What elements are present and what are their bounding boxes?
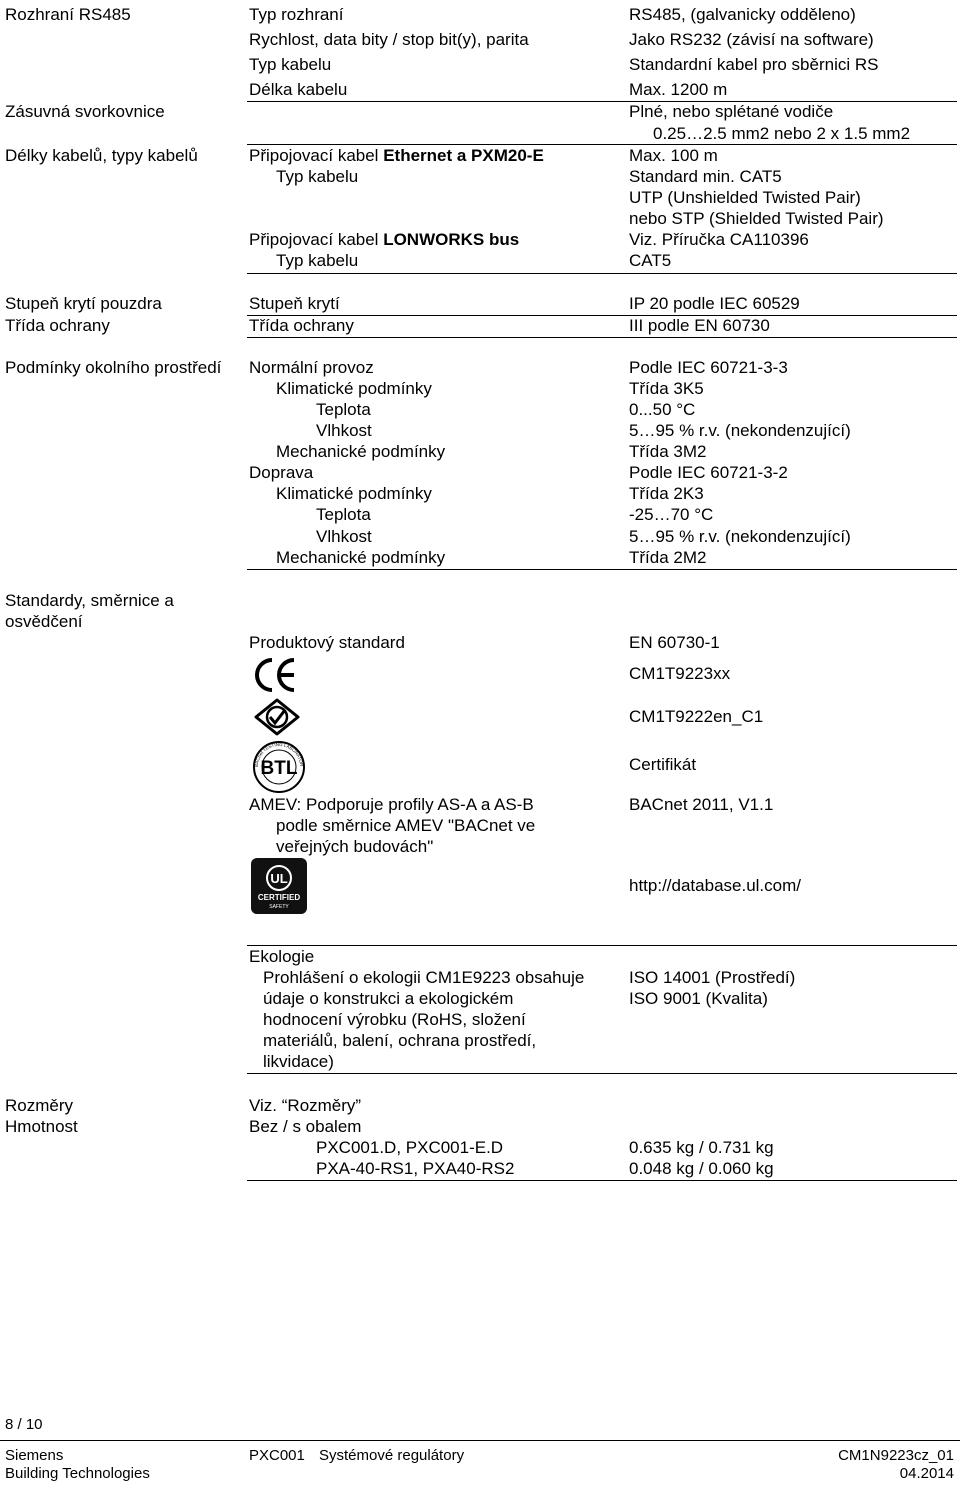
divider	[247, 337, 957, 338]
ecology-line-1: Prohlášení o ekologii CM1E9223 obsahuje	[263, 968, 585, 987]
divider	[247, 1180, 957, 1181]
dims-item-1: PXC001.D, PXC001-E.D	[316, 1138, 504, 1157]
ecology-line-2: údaje o konstrukci a ekologickém	[263, 989, 514, 1008]
section-label-dimensions: Rozměry	[5, 1096, 74, 1115]
divider	[247, 945, 957, 946]
env-t-humidity-value: 5…95 % r.v. (nekondenzující)	[629, 527, 851, 546]
dims-packaging: Bez / s obalem	[249, 1117, 362, 1136]
ul-logo-text: UL	[270, 871, 288, 886]
footer-company: Siemens	[5, 1447, 64, 1464]
env-normal-value: Podle IEC 60721-3-3	[629, 358, 788, 377]
env-transport-value: Podle IEC 60721-3-2	[629, 463, 788, 482]
rs485-type-label: Typ rozhraní	[249, 5, 344, 24]
lon-cable-label	[249, 230, 519, 250]
product-standard-value: EN 60730-1	[629, 633, 720, 652]
env-temp-value: 0...50 °C	[629, 400, 696, 419]
rs485-cable-value: Standardní kabel pro sběrnici RS	[629, 55, 879, 74]
env-climatic-label: Klimatické podmínky	[276, 379, 432, 398]
env-normal-label: Normální provoz	[249, 358, 374, 377]
section-label-environment: Podmínky okolního prostředí	[5, 358, 222, 377]
env-mech-value: Třída 3M2	[629, 442, 707, 461]
ce-value: CM1T9223xx	[629, 664, 731, 683]
footer-product: PXC001	[249, 1447, 305, 1464]
rs485-speed-label: Rychlost, data bity / stop bit(y), parita	[249, 30, 529, 49]
section-label-class: Třída ochrany	[5, 316, 110, 335]
ip-value: IP 20 podle IEC 60529	[629, 294, 800, 313]
rs485-type-value: RS485, (galvanicky odděleno)	[629, 5, 856, 24]
btl-value: Certifikát	[629, 755, 697, 774]
terminal-value-2: 0.25…2.5 mm2 nebo 2 x 1.5 mm2	[653, 124, 911, 143]
ul-value: http://database.ul.com/	[629, 876, 801, 895]
lon-cable-bold: LONWORKS bus	[383, 230, 520, 249]
footer-title: Systémové regulátory	[319, 1447, 465, 1464]
lon-type-label: Typ kabelu	[276, 251, 359, 270]
ecology-line-5: likvidace)	[263, 1052, 334, 1071]
ecology-line-4: materiálů, balení, ochrana prostředí,	[263, 1031, 537, 1050]
footer-date: 04.2014	[899, 1465, 954, 1482]
ul-logo-safety: SAFETY	[269, 904, 289, 910]
divider	[247, 101, 957, 102]
env-mech-label: Mechanické podmínky	[276, 442, 446, 461]
eth-cable-bold: Ethernet a PXM20-E	[383, 146, 544, 165]
terminal-value-1: Plné, nebo splétané vodiče	[629, 102, 834, 121]
eth-cable-value: Max. 100 m	[629, 146, 718, 165]
lon-cable-value: Viz. Příručka CA110396	[629, 230, 809, 249]
eth-type-value-1: Standard min. CAT5	[629, 167, 782, 186]
rcm-value: CM1T9222en_C1	[629, 707, 764, 726]
lon-type-value: CAT5	[629, 251, 672, 270]
section-label-rs485: Rozhraní RS485	[5, 5, 131, 24]
section-label-standards-2: osvědčení	[5, 612, 83, 631]
eth-type-label: Typ kabelu	[276, 167, 359, 186]
ecology-iso-1: ISO 14001 (Prostředí)	[629, 968, 796, 987]
amev-text-2: podle směrnice AMEV "BACnet ve	[276, 816, 536, 835]
eth-type-value-2: UTP (Unshielded Twisted Pair)	[629, 188, 861, 207]
rs485-length-label: Délka kabelu	[249, 80, 348, 99]
amev-value: BACnet 2011, V1.1	[629, 795, 774, 814]
class-value: III podle EN 60730	[629, 316, 770, 335]
divider	[247, 144, 957, 145]
env-t-humidity-label: Vlhkost	[316, 527, 372, 546]
env-humidity-value: 5…95 % r.v. (nekondenzující)	[629, 421, 851, 440]
env-t-climatic-value: Třída 2K3	[629, 484, 704, 503]
divider	[247, 273, 957, 274]
eth-type-value-3: nebo STP (Shielded Twisted Pair)	[629, 209, 884, 228]
section-label-enclosure: Stupeň krytí pouzdra	[5, 294, 162, 313]
footer-doc: CM1N9223cz_01	[838, 1447, 954, 1464]
eth-cable-label	[249, 146, 544, 166]
class-label: Třída ochrany	[249, 316, 354, 335]
rs485-length-value: Max. 1200 m	[629, 80, 728, 99]
lon-cable-prefix: Připojovací kabel	[249, 230, 384, 249]
env-temp-label: Teplota	[316, 400, 371, 419]
amev-text-1: AMEV: Podporuje profily AS-A a AS-B	[249, 795, 534, 814]
env-t-temp-label: Teplota	[316, 505, 371, 524]
section-label-standards-1: Standardy, směrnice a	[5, 591, 174, 610]
env-t-mech-label: Mechanické podmínky	[276, 548, 446, 567]
btl-logo-ring-text: BACnet TESTING LABORATOR	[253, 741, 305, 768]
ecology-title: Ekologie	[249, 947, 315, 966]
footer-divider	[0, 1440, 960, 1441]
ecology-iso-2: ISO 9001 (Kvalita)	[629, 989, 768, 1008]
section-label-cables: Délky kabelů, typy kabelů	[5, 146, 198, 165]
dims-value-2: 0.048 kg / 0.060 kg	[629, 1159, 774, 1178]
ul-logo-certified: CERTIFIED	[257, 893, 301, 902]
rcm-mark-icon	[252, 697, 302, 742]
env-climatic-value: Třída 3K5	[629, 379, 704, 398]
rs485-cable-label: Typ kabelu	[249, 55, 332, 74]
dims-value-1: 0.635 kg / 0.731 kg	[629, 1138, 774, 1157]
btl-mark-icon	[252, 740, 306, 799]
section-label-weight: Hmotnost	[5, 1117, 78, 1136]
dims-item-2: PXA-40-RS1, PXA40-RS2	[316, 1159, 515, 1178]
ip-label: Stupeň krytí	[249, 294, 340, 313]
divider	[247, 1073, 957, 1074]
rs485-speed-value: Jako RS232 (závisí na software)	[629, 30, 874, 49]
env-t-mech-value: Třída 2M2	[629, 548, 707, 567]
env-t-temp-value: -25…70 °C	[629, 505, 714, 524]
btl-logo-text: BTL	[260, 758, 298, 779]
section-label-terminal: Zásuvná svorkovnice	[5, 102, 165, 121]
ce-mark-icon	[252, 656, 300, 699]
page-number: 8 / 10	[5, 1416, 43, 1433]
product-standard-label: Produktový standard	[249, 633, 405, 652]
ul-certified-mark-icon	[251, 858, 307, 919]
env-humidity-label: Vlhkost	[316, 421, 372, 440]
amev-text-3: veřejných budovách"	[276, 837, 434, 856]
env-t-climatic-label: Klimatické podmínky	[276, 484, 432, 503]
divider	[247, 569, 957, 570]
eth-cable-prefix: Připojovací kabel	[249, 146, 384, 165]
footer-division: Building Technologies	[5, 1465, 150, 1482]
ecology-line-3: hodnocení výrobku (RoHS, složení	[263, 1010, 526, 1029]
dims-see: Viz. “Rozměry”	[249, 1096, 362, 1115]
env-transport-label: Doprava	[249, 463, 314, 482]
